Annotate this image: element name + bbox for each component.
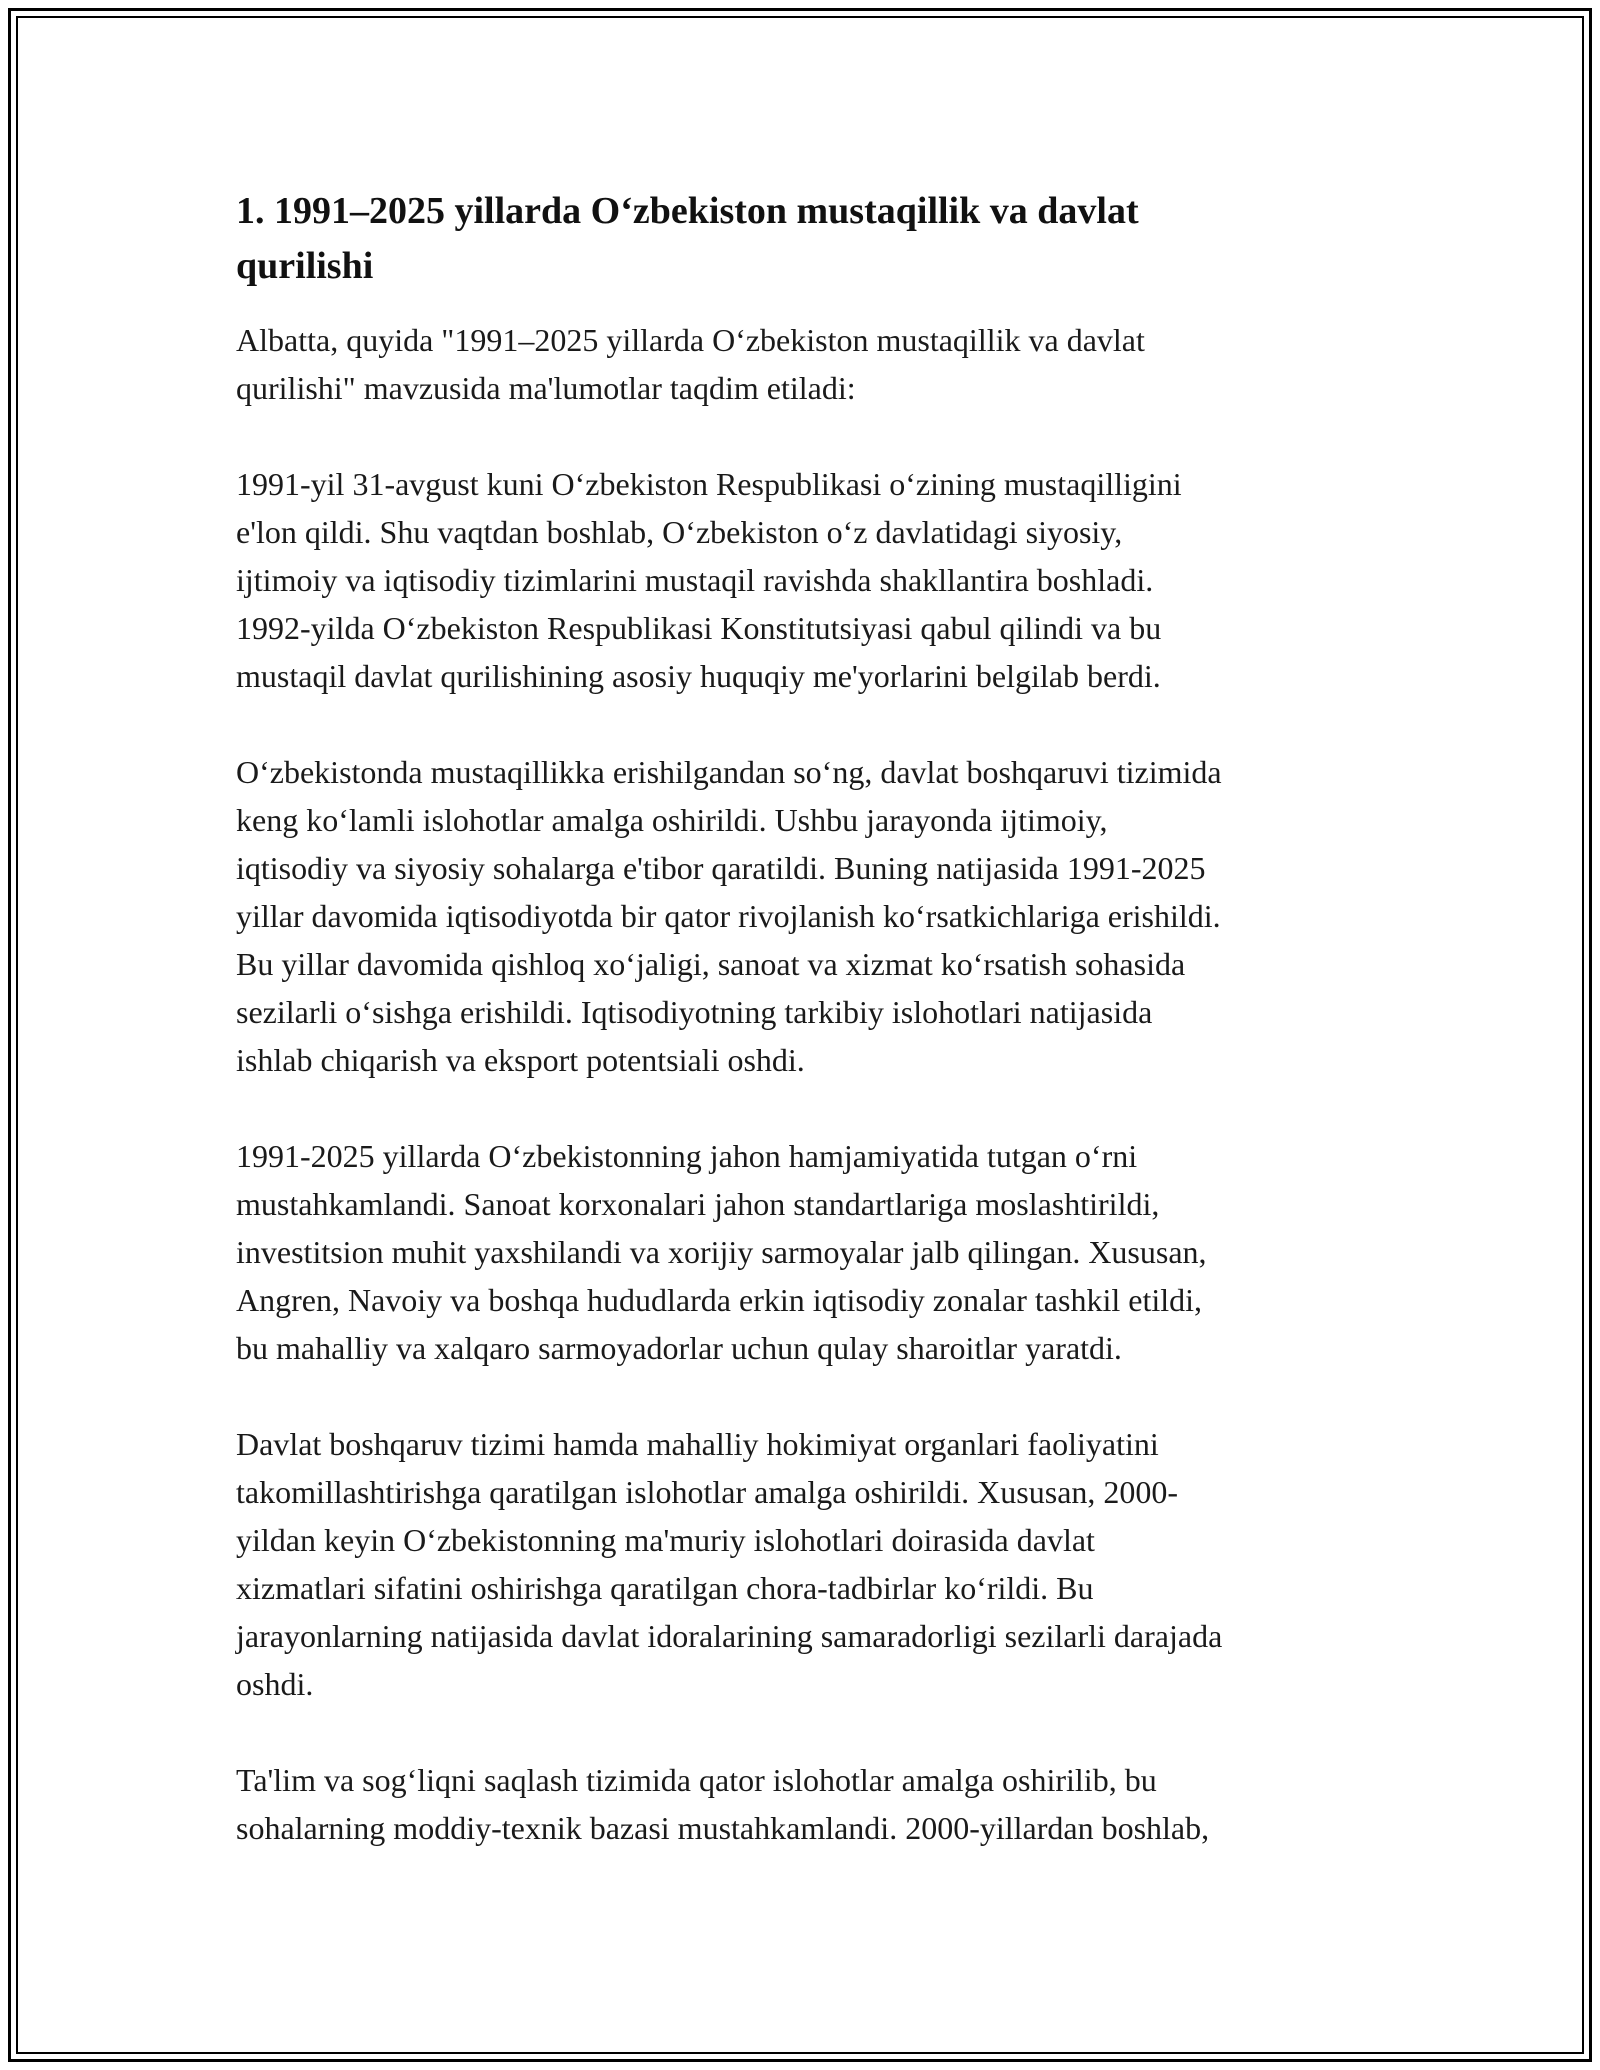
paragraph-line: bu mahalliy va xalqaro sarmoyadorlar uchun qulay sharoitlar yaratdi. (236, 1330, 1122, 1366)
paragraph-line: mustaqil davlat qurilishining asosiy huquqiy me'yorlarini belgilab berdi. (236, 658, 1161, 694)
paragraph-line: jarayonlarning natijasida davlat idoralarining samaradorligi sezilarli darajada (236, 1618, 1223, 1654)
paragraph-line: sohalarning moddiy-texnik bazasi mustahkamlandi. 2000-yillardan boshlab, (236, 1810, 1210, 1846)
paragraph-line: Albatta, quyida "1991–2025 yillarda O‘zbekiston mustaqillik va davlat (236, 322, 1145, 358)
paragraph-line: investitsion muhit yaxshilandi va xorijiy sarmoyalar jalb qilingan. Xususan, (236, 1234, 1207, 1270)
paragraph-line: mustahkamlandi. Sanoat korxonalari jahon standartlariga moslashtirildi, (236, 1186, 1160, 1222)
document-body (236, 184, 1386, 1900)
section-heading (236, 184, 1386, 294)
paragraph-intro (236, 316, 1386, 412)
paragraph-line: O‘zbekistonda mustaqillikka erishilgandan so‘ng, davlat boshqaruvi tizimida (236, 754, 1222, 790)
paragraph-line: qurilishi" mavzusida ma'lumotlar taqdim etiladi: (236, 370, 856, 406)
paragraph-line: yildan keyin O‘zbekistonning ma'muriy islohotlari doirasida davlat (236, 1522, 1095, 1558)
paragraph-line: e'lon qildi. Shu vaqtdan boshlab, O‘zbekiston o‘z davlatidagi siyosiy, (236, 514, 1123, 550)
heading-line: qurilishi (236, 245, 374, 287)
paragraph-line: keng ko‘lamli islohotlar amalga oshirildi. Ushbu jarayonda ijtimoiy, (236, 802, 1108, 838)
paragraph-governance (236, 1420, 1386, 1708)
paragraph-line: 1992-yilda O‘zbekiston Respublikasi Konstitutsiyasi qabul qilindi va bu (236, 610, 1162, 646)
paragraph-education-health (236, 1756, 1386, 1852)
heading-line: 1. 1991–2025 yillarda O‘zbekiston mustaqillik va davlat (236, 190, 1139, 232)
paragraph-line: takomillashtirishga qaratilgan islohotlar amalga oshirildi. Xususan, 2000- (236, 1474, 1179, 1510)
paragraph-international (236, 1132, 1386, 1372)
paragraph-line: ishlab chiqarish va eksport potentsiali oshdi. (236, 1042, 805, 1078)
paragraph-line: yillar davomida iqtisodiyotda bir qator rivojlanish ko‘rsatkichlariga erishildi. (236, 898, 1221, 934)
paragraph-line: iqtisodiy va siyosiy sohalarga e'tibor qaratildi. Buning natijasida 1991-2025 (236, 850, 1206, 886)
paragraph-independence (236, 460, 1386, 700)
paragraph-line: 1991-yil 31-avgust kuni O‘zbekiston Respublikasi o‘zining mustaqilligini (236, 466, 1182, 502)
paragraph-reforms (236, 748, 1386, 1084)
paragraph-line: xizmatlari sifatini oshirishga qaratilgan chora-tadbirlar ko‘rildi. Bu (236, 1570, 1094, 1606)
paragraph-line: oshdi. (236, 1666, 314, 1702)
paragraph-line: sezilarli o‘sishga erishildi. Iqtisodiyotning tarkibiy islohotlari natijasida (236, 994, 1153, 1030)
paragraph-line: Ta'lim va sog‘liqni saqlash tizimida qator islohotlar amalga oshirilib, bu (236, 1762, 1157, 1798)
paragraph-line: Bu yillar davomida qishloq xo‘jaligi, sanoat va xizmat ko‘rsatish sohasida (236, 946, 1186, 982)
paragraph-line: Davlat boshqaruv tizimi hamda mahalliy hokimiyat organlari faoliyatini (236, 1426, 1159, 1462)
paragraph-line: Angren, Navoiy va boshqa hududlarda erkin iqtisodiy zonalar tashkil etildi, (236, 1282, 1202, 1318)
paragraph-line: 1991-2025 yillarda O‘zbekistonning jahon hamjamiyatida tutgan o‘rni (236, 1138, 1138, 1174)
paragraph-line: ijtimoiy va iqtisodiy tizimlarini mustaqil ravishda shakllantira boshladi. (236, 562, 1154, 598)
